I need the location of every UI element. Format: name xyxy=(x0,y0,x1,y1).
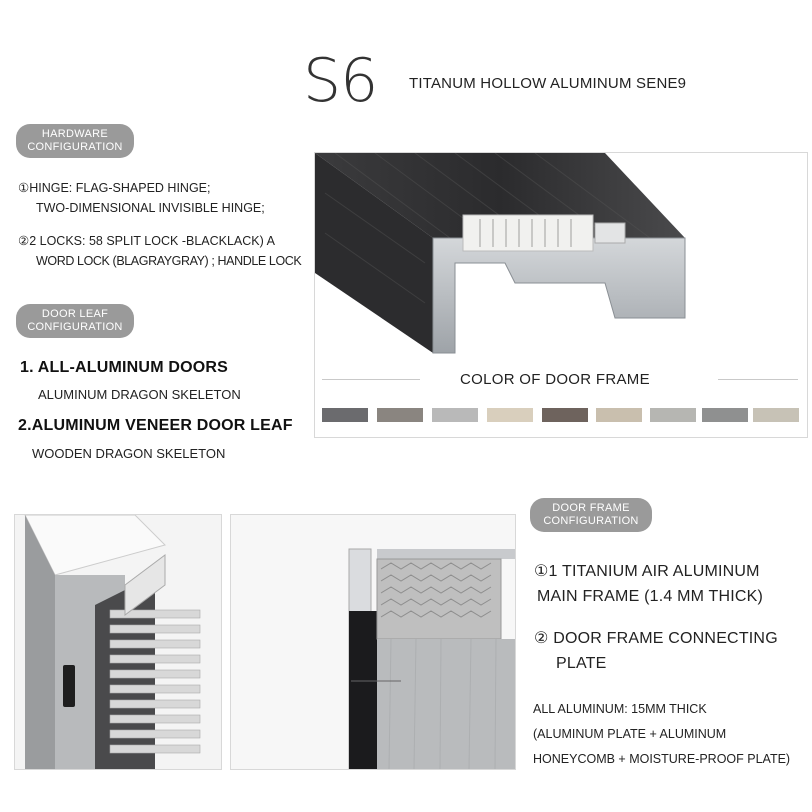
door-section-illustration xyxy=(231,515,515,769)
divider-left xyxy=(322,379,420,380)
door-leaf-badge: DOOR LEAF CONFIGURATION xyxy=(16,304,134,338)
door-frame-item-2-line-1: ② DOOR FRAME CONNECTING xyxy=(534,630,778,647)
frame-color-swatch[interactable] xyxy=(542,408,588,422)
lock-line-2: WORD LOCK (BLAGRAYGRAY) ; HANDLE LOCK xyxy=(36,254,302,268)
frame-color-swatch[interactable] xyxy=(702,408,748,422)
hinge-line: ①HINGE: FLAG-SHAPED HINGE; xyxy=(18,181,211,195)
frame-color-swatch[interactable] xyxy=(432,408,478,422)
frame-color-swatch[interactable] xyxy=(596,408,642,422)
door-frame-note-line-1: ALL ALUMINUM: 15MM THICK xyxy=(533,702,707,716)
door-section-photo xyxy=(230,514,516,770)
frame-color-swatch[interactable] xyxy=(377,408,423,422)
door-frame-badge: DOOR FRAME CONFIGURATION xyxy=(530,498,652,532)
door-frame-profile-panel xyxy=(314,152,808,438)
door-frame-profile-illustration xyxy=(315,153,807,363)
door-corner-illustration xyxy=(15,515,221,769)
lock-line: ②2 LOCKS: 58 SPLIT LOCK -BLACKLACK) A xyxy=(18,234,275,248)
door-frame-note-line-2: (ALUMINUM PLATE + ALUMINUM xyxy=(533,727,727,741)
door-corner-photo xyxy=(14,514,222,770)
series-title: TITANUM HOLLOW ALUMINUM SENE9 xyxy=(409,75,687,92)
series-code: S6 xyxy=(303,46,378,116)
door-leaf-item-2-title: 2.ALUMINUM VENEER DOOR LEAF xyxy=(18,417,293,434)
frame-color-swatch[interactable] xyxy=(753,408,799,422)
door-frame-note-line-3: HONEYCOMB + MOISTURE-PROOF PLATE) xyxy=(533,752,791,766)
frame-color-label: COLOR OF DOOR FRAME xyxy=(460,371,650,388)
frame-color-swatch[interactable] xyxy=(322,408,368,422)
frame-color-swatch[interactable] xyxy=(650,408,696,422)
door-leaf-item-2-sub: WOODEN DRAGON SKELETON xyxy=(32,446,226,461)
door-frame-item-1-line-2: MAIN FRAME (1.4 MM THICK) xyxy=(537,588,764,605)
hardware-badge: HARDWARE CONFIGURATION xyxy=(16,124,134,158)
door-leaf-item-1-sub: ALUMINUM DRAGON SKELETON xyxy=(38,387,241,402)
hinge-line-2: TWO-DIMENSIONAL INVISIBLE HINGE; xyxy=(36,201,265,215)
frame-color-swatch[interactable] xyxy=(487,408,533,422)
door-frame-item-1-line-1: ①1 TITANIUM AIR ALUMINUM xyxy=(534,563,760,580)
door-leaf-item-1-title: 1. ALL-ALUMINUM DOORS xyxy=(20,359,229,376)
divider-right xyxy=(718,379,798,380)
door-frame-item-2-line-2: PLATE xyxy=(556,655,607,672)
